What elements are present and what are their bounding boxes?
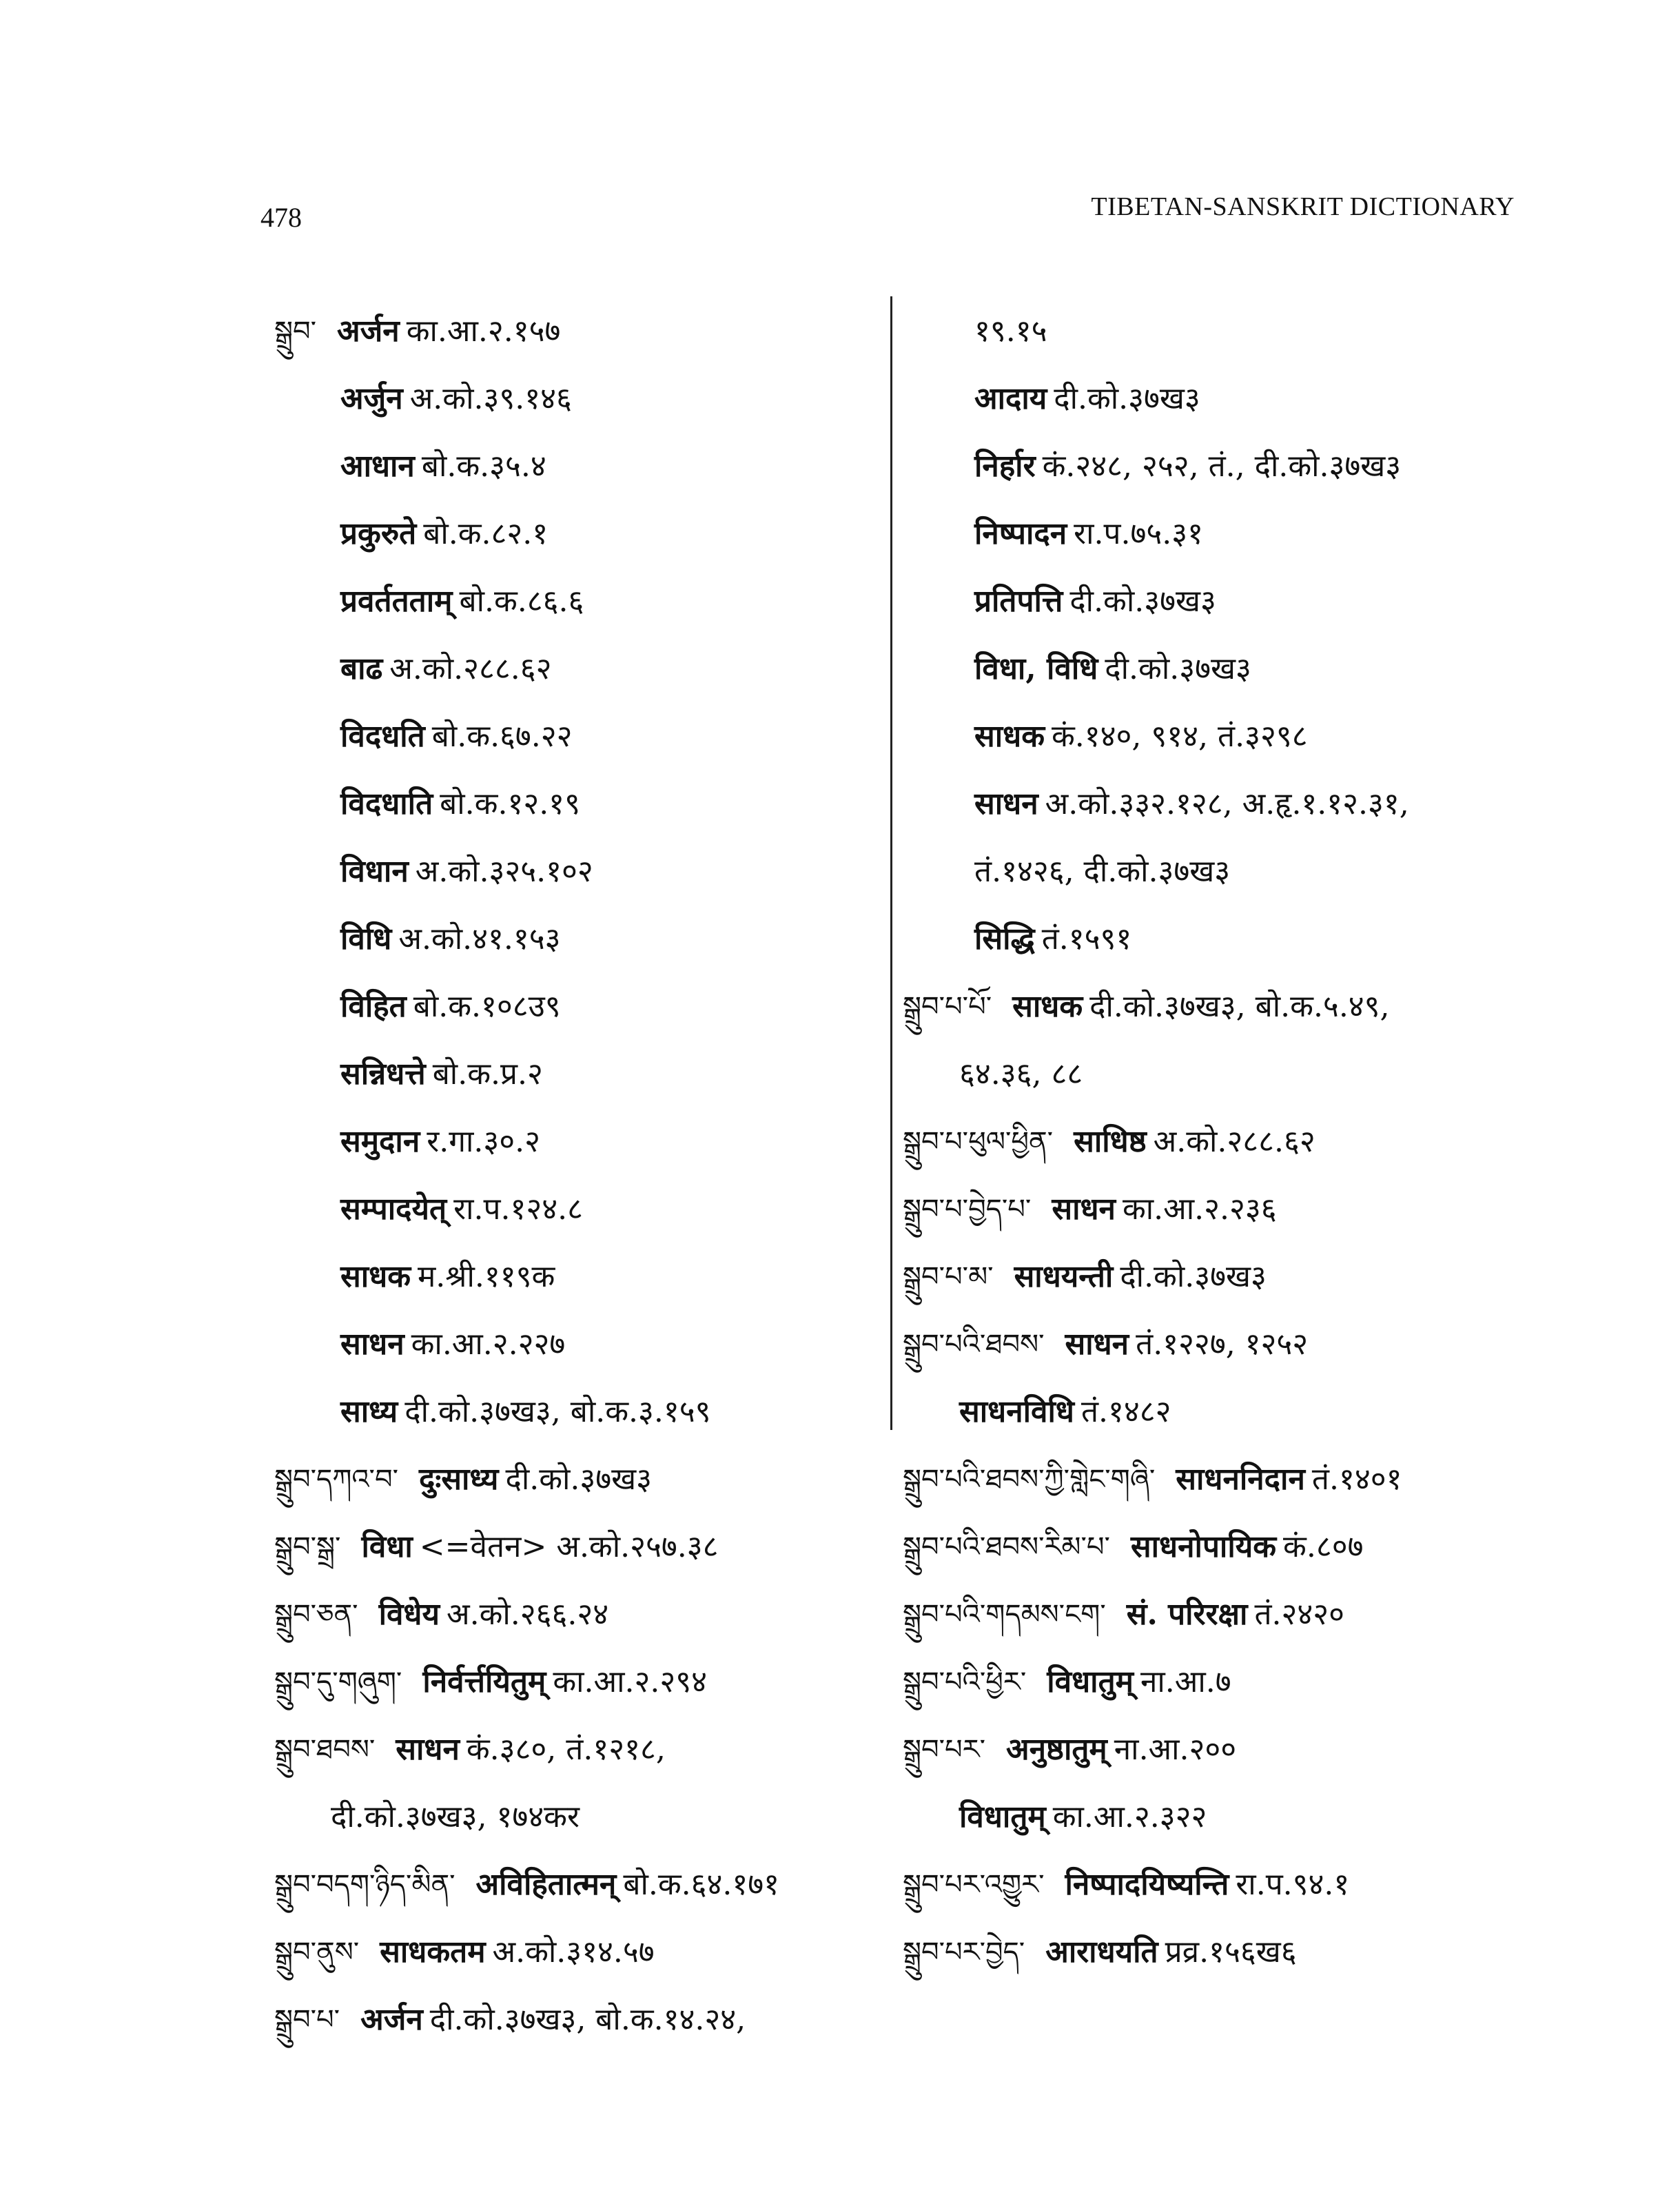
citation: का.आ.२.२९४ bbox=[553, 1664, 707, 1699]
right-column bbox=[903, 298, 1537, 1986]
citation: अ.को.३९.१४६ bbox=[409, 381, 572, 416]
entry-row bbox=[903, 973, 1537, 1041]
sanskrit-term: आधान bbox=[340, 449, 415, 484]
sanskrit-term: विदधति bbox=[340, 719, 425, 754]
citation: बो.क.८६.६ bbox=[459, 584, 584, 619]
sanskrit-term: अविहितात्मन् bbox=[475, 1867, 617, 1902]
citation: बो.क.प्र.२ bbox=[432, 1056, 543, 1092]
tibetan-headword: སྒྲུབ་དུ་གཞུག་ bbox=[274, 1666, 402, 1698]
entry-row bbox=[903, 703, 1537, 770]
entry-row bbox=[274, 906, 881, 973]
citation: कं.३८०, तं.१२१८, bbox=[466, 1732, 666, 1767]
tibetan-headword: སྒྲུབ་པའི་ཕྱིར་ bbox=[903, 1666, 1027, 1698]
citation: दी.को.३७ख३ bbox=[1120, 1259, 1267, 1294]
entry-row bbox=[903, 1378, 1537, 1446]
tibetan-headword: སྒྲུབ་པར་འགྱུར་ bbox=[903, 1869, 1045, 1901]
sanskrit-term: अनुष्ठातुम् bbox=[1006, 1732, 1107, 1767]
entry-row bbox=[903, 770, 1537, 838]
sanskrit-term: साधन bbox=[396, 1732, 460, 1767]
citation: कं.१४०, ९१४, तं.३२९८ bbox=[1052, 719, 1308, 754]
entry-row bbox=[274, 703, 881, 770]
sanskrit-term: निर्हार bbox=[974, 449, 1036, 484]
entry-row bbox=[903, 1311, 1537, 1378]
page-number: 478 bbox=[260, 202, 302, 233]
entry-row bbox=[903, 1243, 1537, 1311]
citation: अ.को.३२५.१०२ bbox=[415, 854, 593, 889]
citation: १९.१५ bbox=[974, 314, 1047, 349]
entry-row bbox=[903, 1648, 1537, 1716]
sanskrit-term: साधक bbox=[974, 719, 1045, 754]
entry-row bbox=[903, 298, 1537, 365]
citation: रा.प.७५.३१ bbox=[1074, 516, 1204, 551]
entry-row bbox=[903, 1919, 1537, 1986]
entry-row bbox=[274, 298, 881, 365]
tibetan-headword: སྒྲུབ་ཅན་ bbox=[274, 1599, 358, 1631]
citation: कं.२४८, २५२, तं., दी.को.३७ख३ bbox=[1042, 449, 1402, 484]
tibetan-headword: སྒྲུབ་པ་ bbox=[274, 2004, 340, 2036]
tibetan-headword: སྒྲུབ་ཐབས་ bbox=[274, 1734, 376, 1766]
sanskrit-term: साधयन्ती bbox=[1014, 1259, 1114, 1294]
entry-row bbox=[274, 1919, 881, 1986]
entry-row bbox=[274, 635, 881, 703]
sanskrit-term: विधातुम् bbox=[1047, 1664, 1134, 1699]
entry-row bbox=[274, 973, 881, 1041]
citation: म.श्री.११९क bbox=[418, 1259, 555, 1294]
citation: अ.को.३३२.१२८, अ.हृ.१.१२.३१, bbox=[1045, 786, 1409, 821]
left-column bbox=[274, 298, 881, 2054]
sanskrit-term: साधनोपायिक bbox=[1130, 1529, 1277, 1564]
entry-row bbox=[903, 1784, 1537, 1851]
citation: का.आ.२.१५७ bbox=[406, 314, 561, 349]
citation: रा.प.९४.१ bbox=[1236, 1867, 1350, 1902]
citation: अ.को.३१४.५७ bbox=[492, 1934, 655, 1970]
sanskrit-term: निर्वर्त्तयितुम् bbox=[422, 1664, 546, 1699]
sanskrit-term: निष्पादन bbox=[974, 516, 1067, 551]
sanskrit-term: बाढ bbox=[340, 651, 383, 686]
entry-row bbox=[274, 1513, 881, 1581]
citation: का.आ.२.२३६ bbox=[1122, 1192, 1277, 1227]
entry-row bbox=[274, 1716, 881, 1784]
sanskrit-term: साधिष्ठ bbox=[1074, 1124, 1147, 1159]
citation: तं.१४२६, दी.को.३७ख३ bbox=[974, 854, 1231, 889]
sanskrit-term: विधान bbox=[340, 854, 409, 889]
tibetan-headword: སྒྲུབ་པར་བྱེད་ bbox=[903, 1937, 1025, 1968]
citation: <=वेतन> अ.को.२५७.३८ bbox=[419, 1529, 719, 1564]
tibetan-headword: སྒྲུབ་པའི་ཐབས་རིམ་པ་ bbox=[903, 1531, 1110, 1563]
citation: अ.को.२८८.६२ bbox=[389, 651, 552, 686]
sanskrit-term: साधन bbox=[340, 1327, 404, 1362]
sanskrit-term: समुदान bbox=[340, 1124, 420, 1159]
tibetan-headword: སྒྲུབ་པའི་ཐབས་ bbox=[903, 1329, 1045, 1360]
citation: बो.क.१०८उ९ bbox=[413, 989, 561, 1024]
citation: तं.१२२७, १२५२ bbox=[1136, 1327, 1309, 1362]
tibetan-headword: སྒྲུབ་པ་བྱེད་པ་ bbox=[903, 1194, 1032, 1225]
entry-row bbox=[903, 1446, 1537, 1513]
running-head: TIBETAN-SANSKRIT DICTIONARY bbox=[1091, 192, 1515, 221]
sanskrit-term: विधेय bbox=[378, 1597, 440, 1632]
sanskrit-term: विधा, विधि bbox=[974, 651, 1098, 686]
sanskrit-term: विहित bbox=[340, 989, 407, 1024]
entry-row bbox=[903, 838, 1537, 906]
entry-row bbox=[274, 1041, 881, 1108]
citation: रा.प.१२४.८ bbox=[453, 1192, 584, 1227]
citation: दी.को.३७ख३ bbox=[1069, 584, 1216, 619]
entry-row bbox=[903, 1851, 1537, 1919]
tibetan-headword: སྒྲུབ་ bbox=[274, 316, 317, 347]
sanskrit-term: प्रकुरुते bbox=[340, 516, 417, 551]
citation: तं.१५९१ bbox=[1041, 921, 1132, 957]
tibetan-headword: སྒྲུབ་པ་མ་ bbox=[903, 1261, 994, 1293]
entry-row bbox=[274, 1851, 881, 1919]
entry-row bbox=[274, 433, 881, 500]
column-divider bbox=[890, 296, 892, 1430]
sanskrit-term: सिद्धि bbox=[974, 921, 1035, 957]
entry-row bbox=[903, 1513, 1537, 1581]
entry-row bbox=[274, 1108, 881, 1176]
citation: तं.१४०१ bbox=[1311, 1462, 1402, 1497]
entry-row bbox=[274, 1446, 881, 1513]
sanskrit-term: साधक bbox=[1012, 989, 1083, 1024]
sanskrit-term: प्रवर्ततताम् bbox=[340, 584, 453, 619]
citation: का.आ.२.३२२ bbox=[1052, 1799, 1207, 1835]
sanskrit-term: विधातुम् bbox=[959, 1799, 1046, 1835]
citation: दी.को.३७ख३ bbox=[505, 1462, 653, 1497]
sanskrit-term: विदधाति bbox=[340, 786, 433, 821]
tibetan-headword: སྒྲུབ་སྒྲ་ bbox=[274, 1531, 341, 1563]
entry-row bbox=[274, 1581, 881, 1648]
tibetan-headword: སྒྲུབ་པར་ bbox=[903, 1734, 985, 1766]
sanskrit-term: प्रतिपत्ति bbox=[974, 584, 1063, 619]
citation: ना.आ.७ bbox=[1140, 1664, 1231, 1699]
citation: बो.क.३५.४ bbox=[421, 449, 546, 484]
citation: दी.को.३७ख३ bbox=[1054, 381, 1200, 416]
sanskrit-term: साधनविधि bbox=[959, 1394, 1074, 1429]
citation: र.गा.३०.२ bbox=[427, 1124, 541, 1159]
citation: बो.क.६७.२२ bbox=[431, 719, 573, 754]
sanskrit-term: अर्जन bbox=[360, 2002, 423, 2037]
entry-row bbox=[274, 1243, 881, 1311]
entry-row bbox=[903, 1581, 1537, 1648]
sanskrit-term: निष्पादयिष्यन्ति bbox=[1065, 1867, 1229, 1902]
citation: दी.को.३७ख३, बो.क.५.४९, bbox=[1089, 989, 1390, 1024]
entry-row bbox=[903, 1176, 1537, 1243]
sanskrit-term: अर्जन bbox=[337, 314, 400, 349]
entry-row bbox=[903, 500, 1537, 568]
citation: ना.आ.२०० bbox=[1114, 1732, 1237, 1767]
entry-row bbox=[903, 365, 1537, 433]
citation: दी.को.३७ख३, १७४कर bbox=[331, 1799, 580, 1835]
entry-row bbox=[274, 1311, 881, 1378]
citation: तं.१४८२ bbox=[1080, 1394, 1171, 1429]
entry-row bbox=[274, 1784, 881, 1851]
sanskrit-term: विधि bbox=[340, 921, 392, 957]
sanskrit-term: साधन bbox=[974, 786, 1038, 821]
entry-row bbox=[274, 1176, 881, 1243]
citation: अ.को.४१.१५३ bbox=[398, 921, 561, 957]
citation: दी.को.३७ख३, बो.क.३.१५९ bbox=[404, 1394, 711, 1429]
entry-row bbox=[274, 1378, 881, 1446]
sanskrit-term: आदाय bbox=[974, 381, 1047, 416]
entry-row bbox=[903, 568, 1537, 635]
entry-row bbox=[903, 906, 1537, 973]
entry-row bbox=[274, 500, 881, 568]
entry-row bbox=[903, 1108, 1537, 1176]
entry-row bbox=[903, 433, 1537, 500]
citation: बो.क.६४.१७१ bbox=[623, 1867, 780, 1902]
citation: कं.८०७ bbox=[1283, 1529, 1364, 1564]
sanskrit-term: साधकतम bbox=[380, 1934, 486, 1970]
citation: दी.को.३७ख३ bbox=[1105, 651, 1251, 686]
sanskrit-term: अर्जुन bbox=[340, 381, 403, 416]
sanskrit-term: सन्निधत्ते bbox=[340, 1056, 426, 1092]
tibetan-headword: སྒྲུབ་པའི་གདམས་ངག་ bbox=[903, 1599, 1106, 1631]
sanskrit-term: साधननिदान bbox=[1176, 1462, 1305, 1497]
sanskrit-term: साधन bbox=[1052, 1192, 1116, 1227]
tibetan-headword: སྒྲུབ་པའི་ཐབས་ཀྱི་གླེང་གཞི་ bbox=[903, 1464, 1156, 1495]
entry-row bbox=[274, 1648, 881, 1716]
sanskrit-term: साधन bbox=[1065, 1327, 1129, 1362]
sanskrit-term: साधक bbox=[340, 1259, 411, 1294]
tibetan-headword: སྒྲུབ་དཀའ་བ་ bbox=[274, 1464, 398, 1495]
tibetan-headword: སྒྲུབ་བདག་ཉིད་མིན་ bbox=[274, 1869, 455, 1901]
citation: बो.क.१२.१९ bbox=[440, 786, 580, 821]
citation: ६४.३६, ८८ bbox=[959, 1056, 1083, 1092]
entry-row bbox=[274, 770, 881, 838]
sanskrit-term: साध्य bbox=[340, 1394, 398, 1429]
entry-row bbox=[274, 365, 881, 433]
citation: बो.क.८२.१ bbox=[423, 516, 549, 551]
citation: का.आ.२.२२७ bbox=[411, 1327, 566, 1362]
citation: दी.को.३७ख३, बो.क.१४.२४, bbox=[429, 2002, 746, 2037]
citation: अ.को.२८८.६२ bbox=[1153, 1124, 1315, 1159]
sanskrit-term: सम्पादयेत् bbox=[340, 1192, 447, 1227]
entry-row bbox=[274, 838, 881, 906]
sanskrit-term: आराधयति bbox=[1045, 1934, 1158, 1970]
sanskrit-term: विधा bbox=[361, 1529, 413, 1564]
tibetan-headword: སྒྲུབ་ནུས་ bbox=[274, 1937, 360, 1968]
tibetan-headword: སྒྲུབ་པ་ཕུལ་ཕྱིན་ bbox=[903, 1126, 1054, 1158]
citation: तं.२४२० bbox=[1254, 1597, 1345, 1632]
sanskrit-term: सं. परिरक्षा bbox=[1126, 1597, 1248, 1632]
tibetan-headword: སྒྲུབ་པ་པོ་ bbox=[903, 991, 992, 1023]
citation: प्रव्र.१५६ख६ bbox=[1165, 1934, 1297, 1970]
entry-row bbox=[903, 1716, 1537, 1784]
sanskrit-term: दुःसाध्य bbox=[419, 1462, 499, 1497]
entry-row bbox=[903, 1041, 1537, 1108]
entry-row bbox=[903, 635, 1537, 703]
entry-row bbox=[274, 568, 881, 635]
citation: अ.को.२६६.२४ bbox=[447, 1597, 609, 1632]
entry-row bbox=[274, 1986, 881, 2054]
